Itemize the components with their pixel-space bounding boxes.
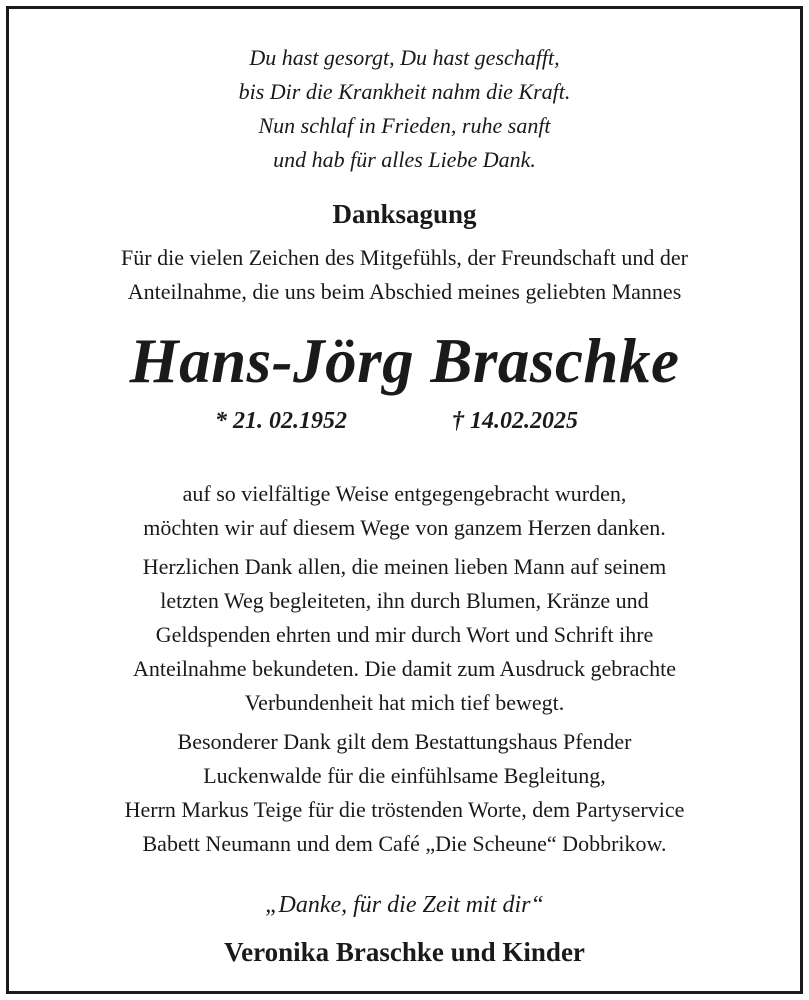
poem-line: bis Dir die Krankheit nahm die Kraft. bbox=[238, 79, 571, 104]
paragraph-line: Besonderer Dank gilt dem Bestattungshaus Pfender bbox=[177, 729, 632, 754]
heading: Danksagung bbox=[332, 199, 477, 229]
deceased-name: Hans-Jörg Braschke bbox=[129, 326, 680, 396]
paragraph-line: Herzlichen Dank allen, die meinen lieben Mann auf seinem bbox=[142, 554, 667, 579]
paragraph-line: Herrn Markus Teige für die tröstenden Worte, dem Partyservice bbox=[124, 797, 685, 822]
life-dates bbox=[9, 408, 800, 438]
closing-quote: „Danke, für die Zeit mit dir“ bbox=[265, 892, 544, 918]
poem-line: Nun schlaf in Frieden, ruhe sanft bbox=[258, 113, 551, 138]
intro-line: Anteilnahme, die uns beim Abschied meines geliebten Mannes bbox=[127, 279, 682, 304]
obituary-notice bbox=[6, 6, 803, 994]
paragraph-line: Luckenwalde für die einfühlsame Begleitung, bbox=[203, 763, 606, 788]
poem-line: und hab für alles Liebe Dank. bbox=[273, 147, 536, 172]
paragraph-line: auf so vielfältige Weise entgegengebracht wurden, bbox=[182, 481, 627, 506]
poem-line: Du hast gesorgt, Du hast geschafft, bbox=[249, 45, 560, 70]
death-date: † 14.02.2025 bbox=[452, 408, 578, 434]
birth-date: * 21. 02.1952 bbox=[215, 408, 347, 434]
paragraph-line: letzten Weg begleiteten, ihn durch Blumen, Kränze und bbox=[160, 588, 649, 613]
paragraph-line: Verbundenheit hat mich tief bewegt. bbox=[244, 690, 565, 715]
paragraph-line: Babett Neumann und dem Café „Die Scheune“ Dobbrikow. bbox=[142, 831, 667, 856]
paragraph-line: möchten wir auf diesem Wege von ganzem Herzen danken. bbox=[143, 515, 666, 540]
intro-line: Für die vielen Zeichen des Mitgefühls, der Freundschaft und der bbox=[121, 245, 688, 270]
signature: Veronika Braschke und Kinder bbox=[224, 937, 585, 967]
paragraph-line: Anteilnahme bekundeten. Die damit zum Ausdruck gebrachte bbox=[132, 656, 677, 681]
paragraph-line: Geldspenden ehrten und mir durch Wort und Schrift ihre bbox=[155, 622, 654, 647]
